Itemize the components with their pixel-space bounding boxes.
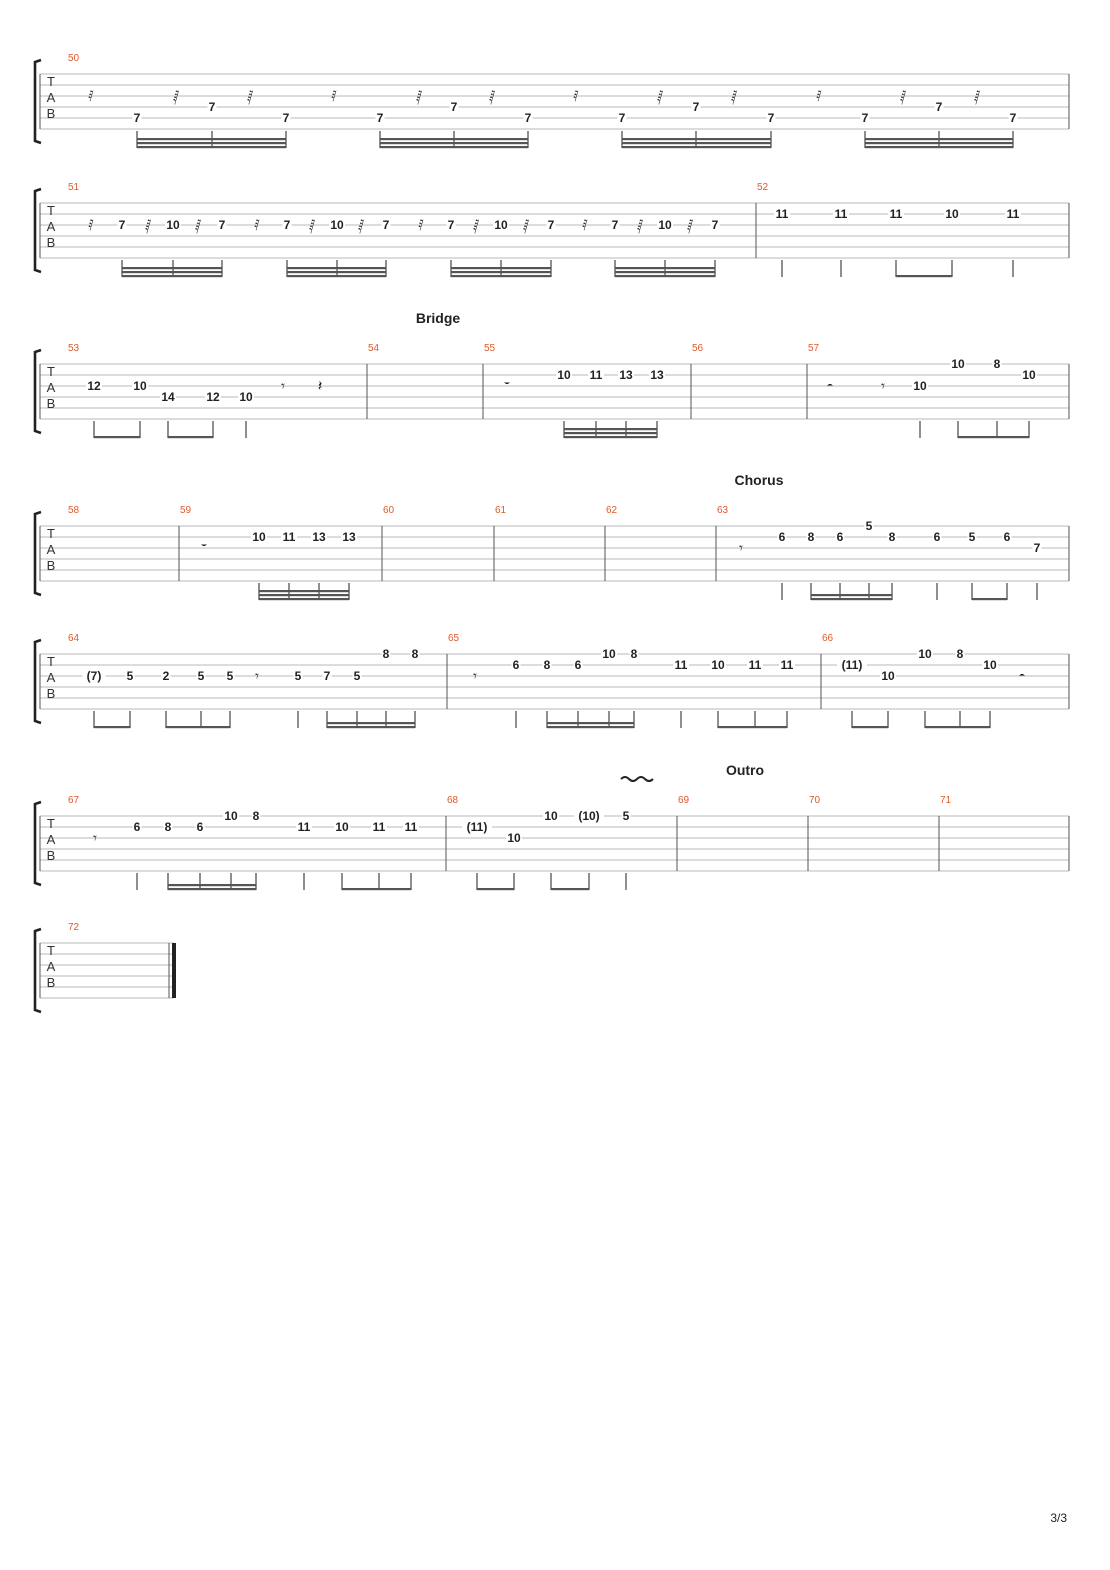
- measure-number: 68: [447, 795, 459, 806]
- fret-number: 10: [557, 368, 571, 382]
- fret-number: 10: [239, 390, 253, 404]
- fret-number: 10: [224, 809, 238, 823]
- note-beam: [564, 432, 657, 434]
- fret-number: 13: [342, 530, 356, 544]
- note-beam: [958, 436, 1029, 438]
- fret-number: 7: [935, 100, 943, 114]
- tab-clef-letter: T: [47, 364, 55, 379]
- note-beam: [168, 436, 213, 438]
- note-beam: [865, 142, 1013, 144]
- staff-system: [35, 343, 1069, 438]
- measure-number: 70: [809, 795, 821, 806]
- note-beam: [925, 726, 990, 728]
- note-beam: [551, 888, 589, 890]
- fret-number: 11: [1006, 207, 1020, 221]
- fret-number: 7: [711, 218, 719, 232]
- note-beam: [622, 142, 771, 144]
- fret-number: 10: [711, 658, 725, 672]
- rest: 𝅁: [144, 217, 152, 234]
- staff-system: [35, 505, 1069, 600]
- fret-number: 11: [834, 207, 848, 221]
- fret-number: 6: [1003, 530, 1011, 544]
- rest: 𝅁: [172, 88, 180, 105]
- measure-number: 56: [692, 343, 704, 354]
- tab-clef-letter: T: [47, 816, 55, 831]
- rest: 𝅁: [357, 217, 365, 234]
- tab-clef-letter: T: [47, 943, 55, 958]
- fret-number: (10): [578, 809, 600, 823]
- tab-clef-letter: A: [46, 832, 56, 847]
- final-bar-line: [172, 943, 176, 998]
- fret-number: 2: [162, 669, 170, 683]
- fret-number: 10: [133, 379, 147, 393]
- rest: 𝄾: [739, 540, 743, 557]
- rest: 𝅁: [246, 88, 254, 105]
- vibrato-mark: [621, 777, 653, 781]
- measure-number: 50: [68, 53, 80, 64]
- tab-clef-letter: B: [46, 686, 56, 701]
- fret-number: 7: [118, 218, 126, 232]
- section-label-bridge: Bridge: [415, 310, 461, 326]
- rest: 𝅀: [331, 88, 337, 105]
- fret-number: (11): [841, 658, 863, 672]
- fret-number: 10: [544, 809, 558, 823]
- fret-number: 8: [252, 809, 260, 823]
- note-beam: [451, 275, 551, 277]
- tab-clef-letter: B: [46, 848, 56, 863]
- note-beam: [564, 436, 657, 438]
- fret-number: 11: [282, 530, 296, 544]
- rest: 𝅁: [194, 217, 202, 234]
- staff-system: [35, 53, 1069, 148]
- note-beam: [622, 146, 771, 148]
- tab-clef-letter: T: [47, 74, 55, 89]
- note-beam: [166, 726, 230, 728]
- section-label-outro: Outro: [725, 762, 765, 778]
- fret-number: 10: [913, 379, 927, 393]
- tab-clef-letter: T: [47, 203, 55, 218]
- fret-number: 10: [951, 357, 965, 371]
- fret-number: 5: [353, 669, 361, 683]
- note-beam: [811, 598, 892, 600]
- measure-number: 72: [68, 922, 80, 933]
- note-beam: [380, 138, 528, 140]
- rest: 𝅁: [899, 88, 907, 105]
- note-beam: [342, 888, 411, 890]
- fret-number: 7: [282, 111, 290, 125]
- measure-number: 64: [68, 633, 80, 644]
- fret-number: 10: [881, 669, 895, 683]
- fret-number: 11: [589, 368, 603, 382]
- note-beam: [852, 726, 888, 728]
- measure-number: 60: [383, 505, 395, 516]
- measure-number: 59: [180, 505, 192, 516]
- note-beam: [259, 590, 349, 592]
- staff-system: [35, 182, 1069, 277]
- fret-number: 7: [382, 218, 390, 232]
- note-beam: [122, 271, 222, 273]
- note-beam: [896, 275, 952, 277]
- staff-system: [35, 922, 176, 1012]
- measure-number: 71: [940, 795, 952, 806]
- note-beam: [259, 598, 349, 600]
- measure-number: 58: [68, 505, 80, 516]
- fret-number: 6: [133, 820, 141, 834]
- note-beam: [259, 594, 349, 596]
- note-beam: [287, 267, 386, 269]
- rest: 𝄻: [201, 540, 207, 557]
- rest: 𝅀: [418, 217, 424, 234]
- note-beam: [477, 888, 514, 890]
- staff-system: [35, 795, 1069, 890]
- rest: 𝅀: [88, 88, 94, 105]
- fret-number: 7: [767, 111, 775, 125]
- fret-number: 8: [164, 820, 172, 834]
- note-beam: [380, 146, 528, 148]
- fret-number: 6: [574, 658, 582, 672]
- note-beam: [168, 888, 256, 890]
- tab-clef-letter: T: [47, 526, 55, 541]
- note-beam: [327, 726, 415, 728]
- measure-number: 67: [68, 795, 80, 806]
- fret-number: 10: [166, 218, 180, 232]
- fret-number: 8: [956, 647, 964, 661]
- fret-number: 13: [650, 368, 664, 382]
- tab-clef-letter: A: [46, 90, 56, 105]
- fret-number: 11: [889, 207, 903, 221]
- rest: 𝄼: [827, 378, 833, 395]
- measure-number: 57: [808, 343, 820, 354]
- note-beam: [547, 726, 634, 728]
- note-beam: [451, 267, 551, 269]
- tab-clef-letter: A: [46, 542, 56, 557]
- rest: 𝄾: [255, 668, 259, 685]
- fret-number: 7: [376, 111, 384, 125]
- fret-number: 10: [945, 207, 959, 221]
- note-beam: [287, 271, 386, 273]
- fret-number: 7: [861, 111, 869, 125]
- rest: 𝅁: [973, 88, 981, 105]
- tab-clef-letter: B: [46, 396, 56, 411]
- fret-number: 5: [197, 669, 205, 683]
- rest: 𝄾: [881, 378, 885, 395]
- rest: 𝄼: [1019, 668, 1025, 685]
- fret-number: 5: [294, 669, 302, 683]
- measure-number: 63: [717, 505, 729, 516]
- fret-number: 8: [543, 658, 551, 672]
- fret-number: 5: [865, 519, 873, 533]
- rest: 𝅀: [582, 217, 588, 234]
- note-beam: [865, 138, 1013, 140]
- note-beam: [168, 884, 256, 886]
- fret-number: 7: [323, 669, 331, 683]
- fret-number: 7: [692, 100, 700, 114]
- tab-clef-letter: B: [46, 106, 56, 121]
- tab-clef-letter: A: [46, 380, 56, 395]
- measure-number: 62: [606, 505, 618, 516]
- note-beam: [287, 275, 386, 277]
- fret-number: 10: [658, 218, 672, 232]
- rest: 𝅁: [686, 217, 694, 234]
- fret-number: 12: [206, 390, 220, 404]
- note-beam: [718, 726, 787, 728]
- fret-number: 13: [312, 530, 326, 544]
- fret-number: 10: [1022, 368, 1036, 382]
- fret-number: 11: [297, 820, 311, 834]
- fret-number: 8: [993, 357, 1001, 371]
- tab-clef-letter: A: [46, 670, 56, 685]
- note-beam: [122, 267, 222, 269]
- tab-clef-letter: A: [46, 219, 56, 234]
- fret-number: 12: [87, 379, 101, 393]
- measure-number: 53: [68, 343, 80, 354]
- measure-number: 52: [757, 182, 769, 193]
- rest: 𝅀: [573, 88, 579, 105]
- fret-number: 5: [126, 669, 134, 683]
- note-beam: [547, 722, 634, 724]
- tab-clef-letter: B: [46, 558, 56, 573]
- fret-number: 11: [404, 820, 418, 834]
- fret-number: 6: [933, 530, 941, 544]
- note-beam: [94, 436, 140, 438]
- note-beam: [865, 146, 1013, 148]
- measure-number: 51: [68, 182, 80, 193]
- fret-number: 10: [918, 647, 932, 661]
- rest: 𝄾: [93, 830, 97, 847]
- note-beam: [137, 142, 286, 144]
- fret-number: 8: [807, 530, 815, 544]
- fret-number: 8: [411, 647, 419, 661]
- fret-number: 7: [450, 100, 458, 114]
- fret-number: (11): [466, 820, 488, 834]
- fret-number: 8: [888, 530, 896, 544]
- fret-number: 11: [372, 820, 386, 834]
- note-beam: [122, 275, 222, 277]
- fret-number: 11: [780, 658, 794, 672]
- rest: 𝅁: [730, 88, 738, 105]
- note-beam: [615, 267, 715, 269]
- fret-number: 7: [133, 111, 141, 125]
- measure-number: 65: [448, 633, 460, 644]
- rest: 𝅁: [656, 88, 664, 105]
- rest: 𝄾: [281, 378, 285, 395]
- fret-number: 11: [674, 658, 688, 672]
- rest: 𝅁: [522, 217, 530, 234]
- fret-number: 10: [252, 530, 266, 544]
- note-beam: [615, 271, 715, 273]
- rest: 𝅀: [88, 217, 94, 234]
- note-beam: [380, 142, 528, 144]
- rest: 𝄽: [317, 378, 323, 395]
- fret-number: 7: [283, 218, 291, 232]
- rest: 𝅀: [254, 217, 260, 234]
- fret-number: (7): [86, 669, 102, 683]
- fret-number: 6: [196, 820, 204, 834]
- note-beam: [972, 598, 1007, 600]
- rest: 𝅁: [488, 88, 496, 105]
- note-beam: [564, 428, 657, 430]
- page-number: 3/3: [1050, 1511, 1067, 1525]
- tab-clef-letter: A: [46, 959, 56, 974]
- tab-clef-letter: T: [47, 654, 55, 669]
- note-beam: [94, 726, 130, 728]
- fret-number: 5: [226, 669, 234, 683]
- measure-number: 61: [495, 505, 507, 516]
- fret-number: 10: [330, 218, 344, 232]
- note-beam: [327, 722, 415, 724]
- fret-number: 10: [983, 658, 997, 672]
- staff-system: [35, 633, 1069, 728]
- fret-number: 7: [447, 218, 455, 232]
- measure-number: 55: [484, 343, 496, 354]
- note-beam: [811, 594, 892, 596]
- rest: 𝄻: [504, 378, 510, 395]
- fret-number: 10: [507, 831, 521, 845]
- note-beam: [622, 138, 771, 140]
- fret-number: 5: [968, 530, 976, 544]
- fret-number: 7: [218, 218, 226, 232]
- fret-number: 11: [775, 207, 789, 221]
- section-label-chorus: Chorus: [734, 472, 784, 488]
- fret-number: 8: [630, 647, 638, 661]
- fret-number: 7: [208, 100, 216, 114]
- measure-number: 69: [678, 795, 690, 806]
- measure-number: 66: [822, 633, 834, 644]
- rest: 𝅀: [816, 88, 822, 105]
- note-beam: [137, 146, 286, 148]
- fret-number: 10: [602, 647, 616, 661]
- fret-number: 13: [619, 368, 633, 382]
- fret-number: 7: [618, 111, 626, 125]
- note-beam: [137, 138, 286, 140]
- fret-number: 6: [836, 530, 844, 544]
- tab-clef-letter: B: [46, 235, 56, 250]
- rest: 𝅁: [472, 217, 480, 234]
- rest: 𝅁: [636, 217, 644, 234]
- fret-number: 10: [335, 820, 349, 834]
- fret-number: 14: [161, 390, 175, 404]
- note-beam: [451, 271, 551, 273]
- rest: 𝅁: [415, 88, 423, 105]
- fret-number: 5: [622, 809, 630, 823]
- fret-number: 6: [512, 658, 520, 672]
- rest: 𝅁: [308, 217, 316, 234]
- measure-number: 54: [368, 343, 380, 354]
- fret-number: 11: [748, 658, 762, 672]
- fret-number: 7: [1033, 541, 1041, 555]
- rest: 𝄾: [473, 668, 477, 685]
- fret-number: 7: [524, 111, 532, 125]
- fret-number: 7: [1009, 111, 1017, 125]
- fret-number: 6: [778, 530, 786, 544]
- fret-number: 7: [611, 218, 619, 232]
- note-beam: [615, 275, 715, 277]
- fret-number: 10: [494, 218, 508, 232]
- tab-clef-letter: B: [46, 975, 56, 990]
- fret-number: 8: [382, 647, 390, 661]
- systems-layer: [35, 53, 1069, 1012]
- fret-number: 7: [547, 218, 555, 232]
